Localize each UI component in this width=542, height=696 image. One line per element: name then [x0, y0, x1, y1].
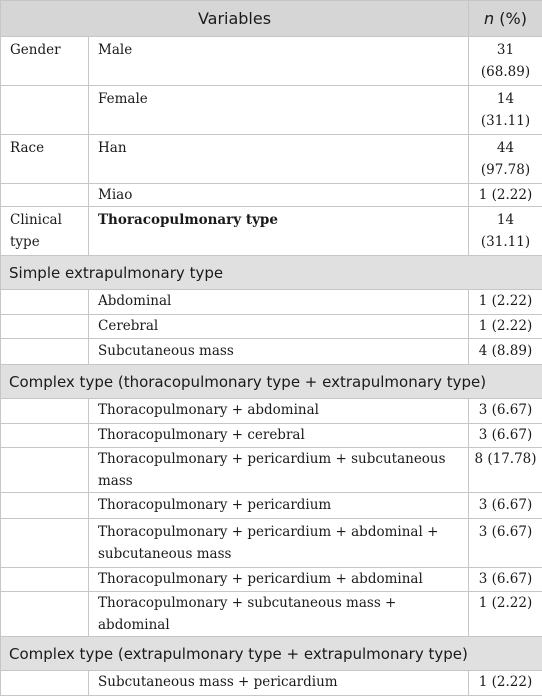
row-value: 1 (2.22) — [469, 290, 542, 315]
row-label-empty — [1, 519, 89, 568]
row-label-empty — [1, 493, 89, 519]
row-value: 3 (6.67) — [469, 568, 542, 592]
row-sub-miao: Miao — [89, 184, 469, 207]
row-label-empty — [1, 86, 89, 135]
row-label-clinical-type: Clinical type — [1, 207, 89, 256]
row-sub-han: Han — [89, 135, 469, 184]
row-value-female: 14 (31.11) — [469, 86, 542, 135]
row-value: 3 (6.67) — [469, 399, 542, 424]
row-sub-label: Thoracopulmonary + pericardium — [89, 493, 469, 519]
table-header-row — [1, 1, 542, 37]
row-sub-label: Abdominal — [89, 290, 469, 315]
row-label-empty — [1, 339, 89, 365]
row-label-gender: Gender — [1, 37, 89, 86]
table-row — [1, 315, 542, 339]
row-label-empty — [1, 290, 89, 315]
table-row — [1, 448, 542, 493]
header-variables: Variables — [1, 1, 469, 37]
table-row — [1, 493, 542, 519]
row-value: 3 (6.67) — [469, 493, 542, 519]
row-sub-label: Thoracopulmonary + abdominal — [89, 399, 469, 424]
row-value: 8 (17.78) — [469, 448, 542, 493]
row-sub-label: Subcutaneous mass + pericardium — [89, 671, 469, 696]
table-row — [1, 592, 542, 637]
header-n-percent: n (%) — [469, 1, 542, 37]
table-row — [1, 207, 542, 256]
table-row — [1, 37, 542, 86]
table-row — [1, 671, 542, 696]
row-sub-label: Cerebral — [89, 315, 469, 339]
row-sub-male: Male — [89, 37, 469, 86]
row-sub-label: Thoracopulmonary + pericardium + abdominal + subcutaneous mass — [89, 519, 469, 568]
row-value: 1 (2.22) — [469, 315, 542, 339]
row-value: 1 (2.22) — [469, 592, 542, 637]
row-value-han: 44 (97.78) — [469, 135, 542, 184]
table-row — [1, 290, 542, 315]
row-label-empty — [1, 399, 89, 424]
row-label-empty — [1, 568, 89, 592]
row-value-thoracopulmonary-type: 14 (31.11) — [469, 207, 542, 256]
row-sub-label: Thoracopulmonary + pericardium + abdominal — [89, 568, 469, 592]
row-value: 1 (2.22) — [469, 671, 542, 696]
row-label-empty — [1, 448, 89, 493]
table-row — [1, 424, 542, 448]
section-header-row — [1, 256, 542, 290]
row-label-race: Race — [1, 135, 89, 184]
table-row — [1, 184, 542, 207]
row-value: 4 (8.89) — [469, 339, 542, 365]
row-sub-label: Thoracopulmonary + cerebral — [89, 424, 469, 448]
row-value: 3 (6.67) — [469, 519, 542, 568]
row-label-empty — [1, 424, 89, 448]
row-sub-label: Subcutaneous mass — [89, 339, 469, 365]
row-sub-female: Female — [89, 86, 469, 135]
table-row — [1, 135, 542, 184]
row-value-male: 31 (68.89) — [469, 37, 542, 86]
row-label-empty — [1, 315, 89, 339]
section-header-row — [1, 365, 542, 399]
row-value-miao: 1 (2.22) — [469, 184, 542, 207]
row-label-empty — [1, 671, 89, 696]
section-title-complex-extrapulmonary: Complex type (extrapulmonary type + extrapulmonary type) — [1, 637, 542, 671]
table-row — [1, 519, 542, 568]
table-row — [1, 399, 542, 424]
row-sub-label: Thoracopulmonary + subcutaneous mass + abdominal — [89, 592, 469, 637]
row-sub-thoracopulmonary-type: Thoracopulmonary type — [89, 207, 469, 256]
table-row — [1, 339, 542, 365]
row-value: 3 (6.67) — [469, 424, 542, 448]
row-label-empty — [1, 184, 89, 207]
section-title-complex-thoracopulmonary: Complex type (thoracopulmonary type + extrapulmonary type) — [1, 365, 542, 399]
section-title-simple: Simple extrapulmonary type — [1, 256, 542, 290]
row-label-empty — [1, 592, 89, 637]
table-row — [1, 568, 542, 592]
table-row — [1, 86, 542, 135]
row-sub-label: Thoracopulmonary + pericardium + subcutaneous mass — [89, 448, 469, 493]
section-header-row — [1, 637, 542, 671]
